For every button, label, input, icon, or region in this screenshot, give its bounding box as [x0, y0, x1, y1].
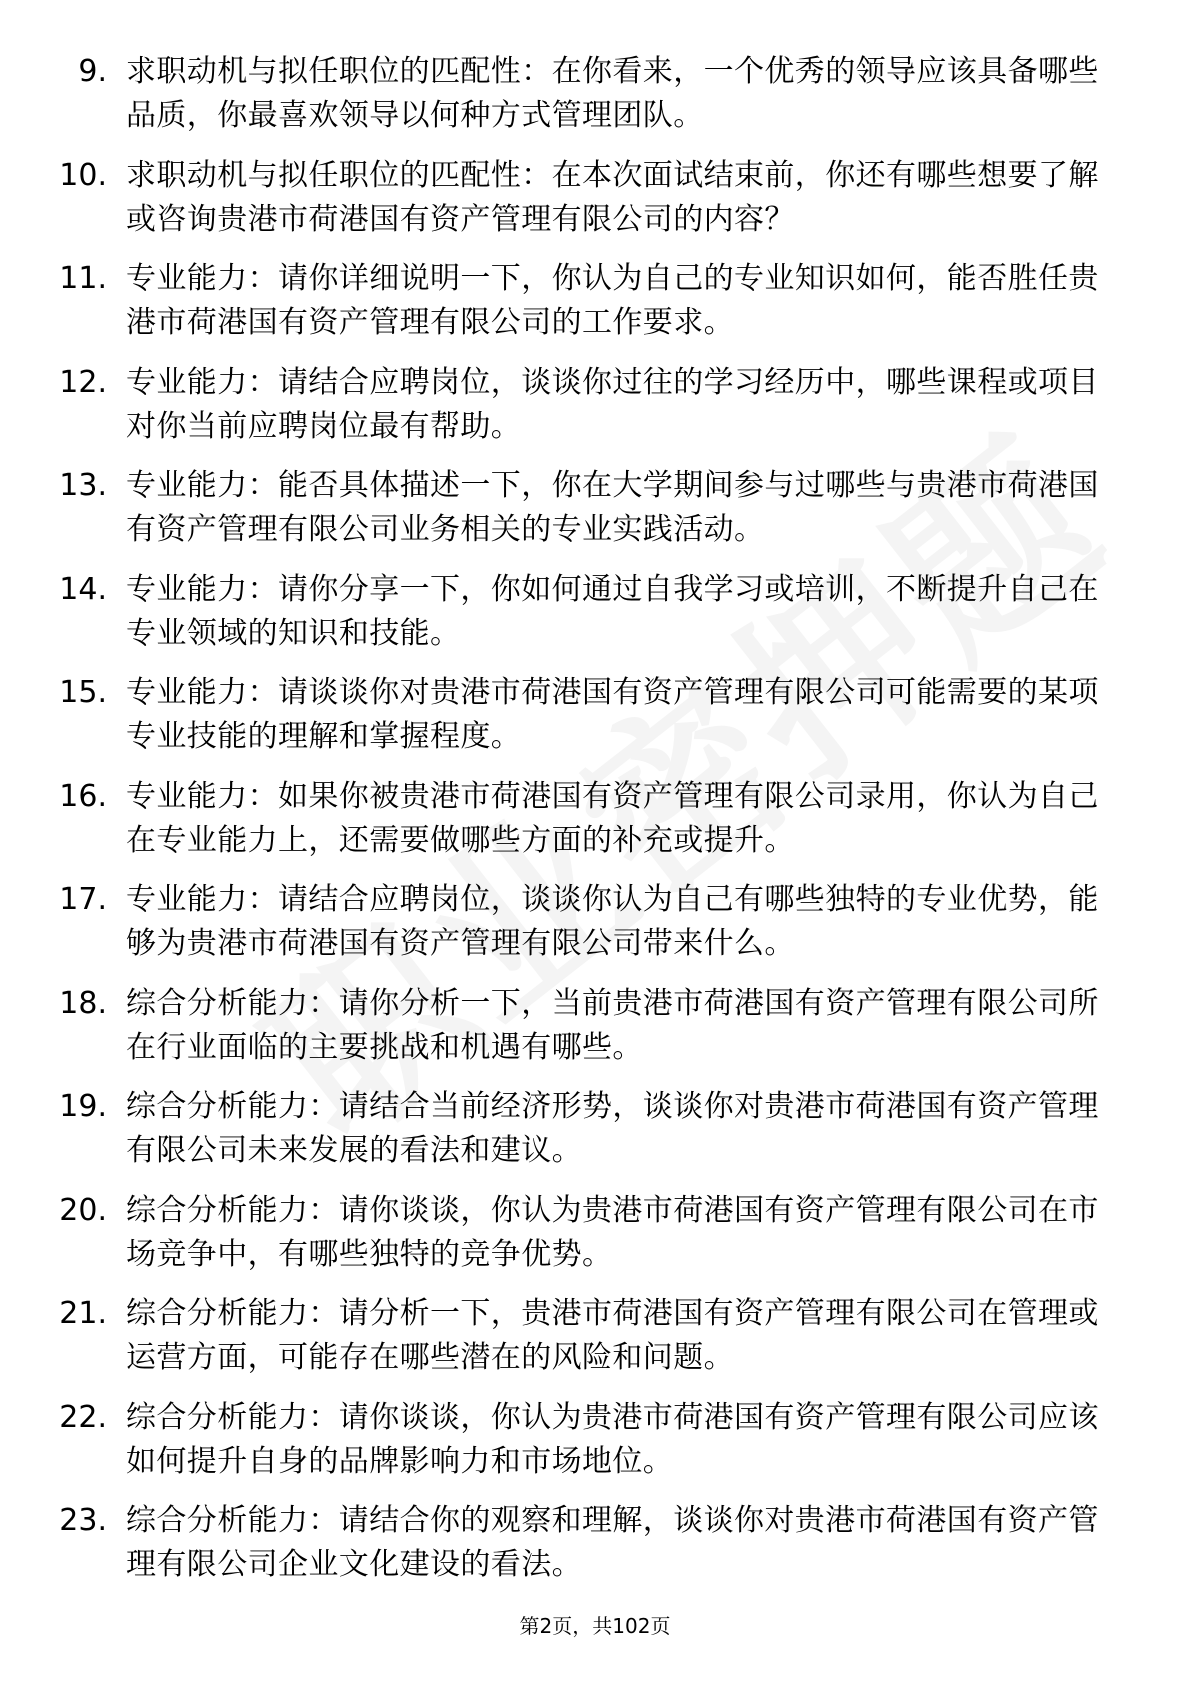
list-item: [0, 361, 1190, 465]
question-number: 9.: [78, 54, 107, 89]
list-item: [0, 50, 1190, 154]
list-item: [0, 257, 1190, 361]
list-item: [0, 1292, 1190, 1396]
question-number: 10.: [59, 157, 107, 193]
question-text: 专业能力：如果你被贵港市荷港国有资产管理有限公司录用，你认为自己在专业能力上，还需要做哪些方面的补充或提升。: [126, 778, 1099, 858]
list-item: [0, 568, 1190, 672]
list-item: [0, 464, 1190, 568]
question-text: 专业能力：请你分享一下，你如何通过自我学习或培训，不断提升自己在专业领域的知识和技能。: [126, 571, 1099, 651]
question-number: 16.: [59, 778, 107, 814]
list-item: [0, 1085, 1190, 1189]
list-item: [0, 1499, 1190, 1603]
question-text: 综合分析能力：请你谈谈，你认为贵港市荷港国有资产管理有限公司在市场竞争中，有哪些独特的竞争优势。: [126, 1192, 1099, 1272]
question-text: 综合分析能力：请结合你的观察和理解，谈谈你对贵港市荷港国有资产管理有限公司企业文化建设的看法。: [126, 1503, 1099, 1582]
question-number: 13.: [59, 468, 107, 503]
list-item: [0, 775, 1190, 879]
question-text: 综合分析能力：请结合当前经济形势，谈谈你对贵港市荷港国有资产管理有限公司未来发展的看法和建议。: [126, 1089, 1099, 1168]
question-text: 专业能力：请你详细说明一下，你认为自己的专业知识如何，能否胜任贵港市荷港国有资产管理有限公司的工作要求。: [126, 261, 1099, 340]
question-text: 专业能力：请结合应聘岗位，谈谈你认为自己有哪些独特的专业优势，能够为贵港市荷港国有资产管理有限公司带来什么。: [126, 882, 1099, 961]
question-text: 专业能力：请结合应聘岗位，谈谈你过往的学习经历中，哪些课程或项目对你当前应聘岗位最有帮助。: [126, 364, 1099, 444]
page-footer: 第2页，共102页: [519, 1614, 671, 1638]
question-text: 综合分析能力：请你谈谈，你认为贵港市荷港国有资产管理有限公司应该如何提升自身的品牌影响力和市场地位。: [126, 1399, 1099, 1479]
question-text: 求职动机与拟任职位的匹配性：在你看来，一个优秀的领导应该具备哪些品质，你最喜欢领导以何种方式管理团队。: [126, 54, 1099, 133]
question-text: 专业能力：请谈谈你对贵港市荷港国有资产管理有限公司可能需要的某项专业技能的理解和掌握程度。: [126, 675, 1099, 754]
question-number: 11.: [59, 261, 107, 296]
question-number: 17.: [59, 882, 107, 917]
question-number: 15.: [59, 675, 107, 710]
list-item: [0, 1396, 1190, 1500]
question-number: 12.: [59, 364, 107, 400]
question-text: 综合分析能力：请你分析一下，当前贵港市荷港国有资产管理有限公司所在行业面临的主要挑战和机遇有哪些。: [126, 985, 1099, 1065]
list-item: [0, 154, 1190, 258]
question-number: 22.: [59, 1399, 107, 1435]
question-number: 20.: [59, 1192, 107, 1228]
question-number: 21.: [59, 1296, 107, 1331]
question-text: 专业能力：能否具体描述一下，你在大学期间参与过哪些与贵港市荷港国有资产管理有限公司业务相关的专业实践活动。: [126, 468, 1099, 547]
list-item: [0, 671, 1190, 775]
list-item: [0, 878, 1190, 982]
question-number: 23.: [59, 1503, 107, 1538]
question-text: 求职动机与拟任职位的匹配性：在本次面试结束前，你还有哪些想要了解或咨询贵港市荷港国有资产管理有限公司的内容？: [126, 157, 1099, 237]
question-text: 综合分析能力：请分析一下，贵港市荷港国有资产管理有限公司在管理或运营方面，可能存在哪些潜在的风险和问题。: [126, 1296, 1099, 1375]
question-number: 19.: [59, 1089, 107, 1124]
question-number: 14.: [59, 571, 107, 607]
list-item: [0, 1189, 1190, 1293]
question-number: 18.: [59, 985, 107, 1021]
list-item: [0, 982, 1190, 1086]
question-list: [0, 50, 1190, 1603]
